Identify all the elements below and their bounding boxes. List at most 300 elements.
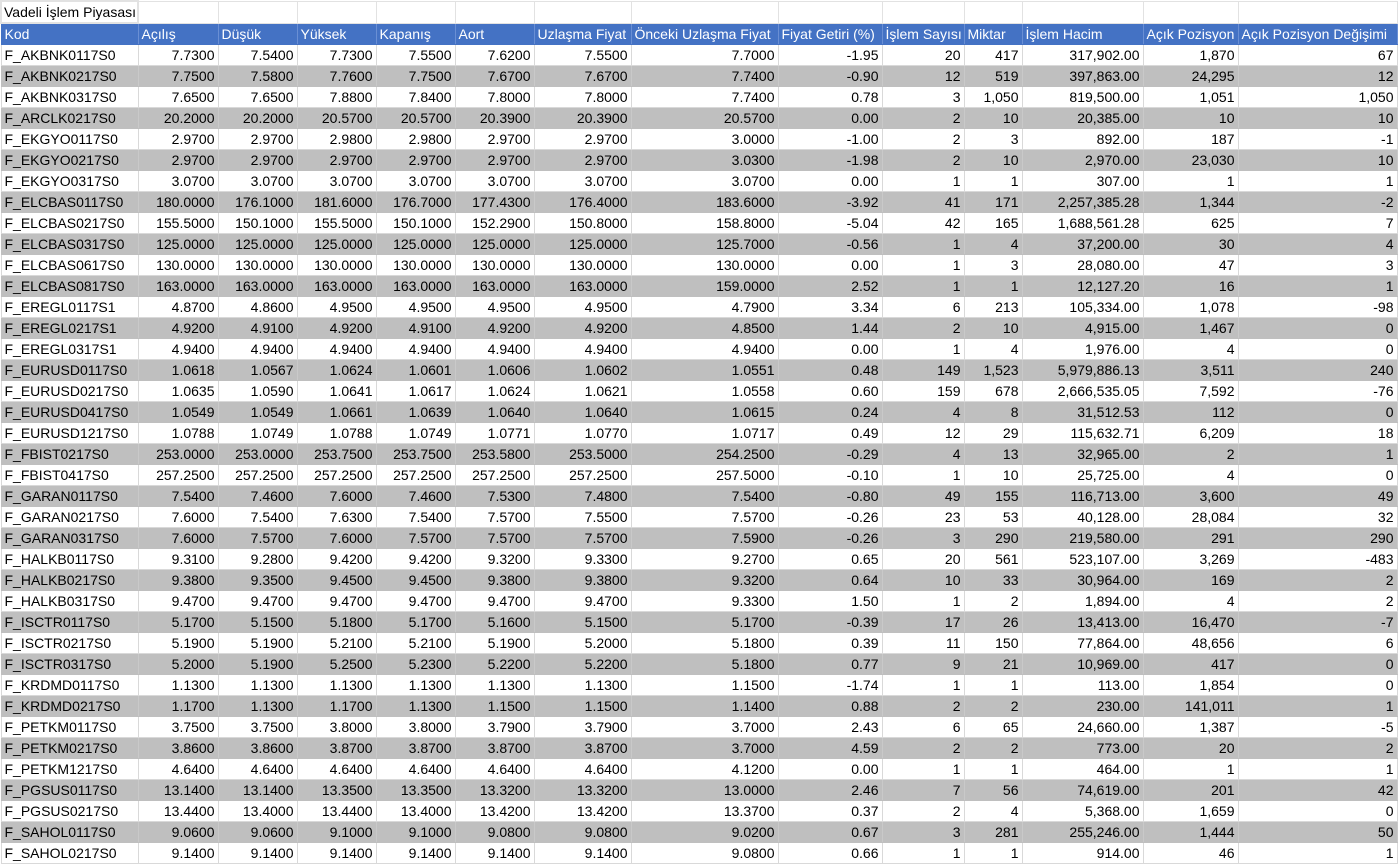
column-header[interactable]: Düşük <box>218 23 297 45</box>
value-cell[interactable]: 9.0600 <box>218 822 297 843</box>
value-cell[interactable]: 10 <box>964 150 1022 171</box>
value-cell[interactable]: 257.2500 <box>534 465 631 486</box>
value-cell[interactable]: 5.1900 <box>218 654 297 675</box>
value-cell[interactable]: 7.5500 <box>534 507 631 528</box>
value-cell[interactable]: 1,051 <box>1143 87 1238 108</box>
value-cell[interactable]: 523,107.00 <box>1022 549 1143 570</box>
value-cell[interactable]: 1.44 <box>778 318 882 339</box>
value-cell[interactable]: 163.0000 <box>376 276 455 297</box>
value-cell[interactable]: 1.1300 <box>534 675 631 696</box>
value-cell[interactable]: 5.1800 <box>297 612 376 633</box>
value-cell[interactable]: 1 <box>882 591 964 612</box>
value-cell[interactable]: 3,600 <box>1143 486 1238 507</box>
value-cell[interactable]: -5 <box>1238 717 1397 738</box>
value-cell[interactable]: 4.9200 <box>297 318 376 339</box>
value-cell[interactable]: 10,969.00 <box>1022 654 1143 675</box>
value-cell[interactable]: 7.5500 <box>376 45 455 66</box>
value-cell[interactable]: 4.9400 <box>297 339 376 360</box>
value-cell[interactable]: 3.0700 <box>297 171 376 192</box>
code-cell[interactable]: F_FBIST0217S0 <box>1 444 138 465</box>
value-cell[interactable]: 10 <box>964 318 1022 339</box>
code-cell[interactable]: F_EURUSD1217S0 <box>1 423 138 444</box>
value-cell[interactable]: 4.9100 <box>376 318 455 339</box>
value-cell[interactable]: 1,387 <box>1143 717 1238 738</box>
value-cell[interactable]: 7.7500 <box>376 66 455 87</box>
value-cell[interactable]: 12 <box>882 423 964 444</box>
value-cell[interactable]: 7.8000 <box>534 87 631 108</box>
value-cell[interactable]: 1.0567 <box>218 360 297 381</box>
value-cell[interactable]: 3 <box>882 822 964 843</box>
column-header[interactable]: Uzlaşma Fiyat <box>534 23 631 45</box>
value-cell[interactable]: 1 <box>1238 444 1397 465</box>
value-cell[interactable]: -1 <box>1238 129 1397 150</box>
value-cell[interactable]: 5.1500 <box>218 612 297 633</box>
code-cell[interactable]: F_EREGL0117S1 <box>1 297 138 318</box>
empty-cell[interactable] <box>882 1 964 23</box>
value-cell[interactable]: 2 <box>882 801 964 822</box>
empty-cell[interactable] <box>376 1 455 23</box>
value-cell[interactable]: 1,444 <box>1143 822 1238 843</box>
code-cell[interactable]: F_GARAN0317S0 <box>1 528 138 549</box>
value-cell[interactable]: 13.4400 <box>138 801 218 822</box>
value-cell[interactable]: 3.0000 <box>631 129 778 150</box>
value-cell[interactable]: 10 <box>964 108 1022 129</box>
value-cell[interactable]: 7.8800 <box>297 87 376 108</box>
value-cell[interactable]: 4.9400 <box>138 339 218 360</box>
value-cell[interactable]: 20,385.00 <box>1022 108 1143 129</box>
value-cell[interactable]: 7.5700 <box>376 528 455 549</box>
value-cell[interactable]: 46 <box>1143 843 1238 864</box>
value-cell[interactable]: 24,295 <box>1143 66 1238 87</box>
value-cell[interactable]: 7.6700 <box>455 66 534 87</box>
value-cell[interactable]: 7.6200 <box>455 45 534 66</box>
value-cell[interactable]: 30,964.00 <box>1022 570 1143 591</box>
value-cell[interactable]: 20.2000 <box>218 108 297 129</box>
value-cell[interactable]: 7 <box>1238 213 1397 234</box>
value-cell[interactable]: 7.4600 <box>218 486 297 507</box>
value-cell[interactable]: 9.2700 <box>631 549 778 570</box>
code-cell[interactable]: F_KRDMD0117S0 <box>1 675 138 696</box>
value-cell[interactable]: 4 <box>882 444 964 465</box>
value-cell[interactable]: 13.4000 <box>376 801 455 822</box>
value-cell[interactable]: 257.2500 <box>376 465 455 486</box>
value-cell[interactable]: 10 <box>1238 108 1397 129</box>
value-cell[interactable]: 130.0000 <box>138 255 218 276</box>
value-cell[interactable]: 16,470 <box>1143 612 1238 633</box>
value-cell[interactable]: 9.4500 <box>376 570 455 591</box>
value-cell[interactable]: 1 <box>1143 759 1238 780</box>
value-cell[interactable]: 3.7000 <box>631 717 778 738</box>
value-cell[interactable]: 819,500.00 <box>1022 87 1143 108</box>
value-cell[interactable]: 176.7000 <box>376 192 455 213</box>
value-cell[interactable]: 18 <box>1238 423 1397 444</box>
value-cell[interactable]: 5.1800 <box>631 654 778 675</box>
value-cell[interactable]: 150.1000 <box>218 213 297 234</box>
value-cell[interactable]: -5.04 <box>778 213 882 234</box>
value-cell[interactable]: 9.1000 <box>297 822 376 843</box>
value-cell[interactable]: 183.6000 <box>631 192 778 213</box>
value-cell[interactable]: 1.0549 <box>218 402 297 423</box>
value-cell[interactable]: 1.1300 <box>138 675 218 696</box>
value-cell[interactable]: 5.2100 <box>297 633 376 654</box>
value-cell[interactable]: 41 <box>882 192 964 213</box>
value-cell[interactable]: 23,030 <box>1143 150 1238 171</box>
value-cell[interactable]: 257.2500 <box>455 465 534 486</box>
value-cell[interactable]: 7.7500 <box>138 66 218 87</box>
value-cell[interactable]: 914.00 <box>1022 843 1143 864</box>
column-header[interactable]: Açılış <box>138 23 218 45</box>
value-cell[interactable]: 6 <box>1238 633 1397 654</box>
value-cell[interactable]: 115,632.71 <box>1022 423 1143 444</box>
value-cell[interactable]: 48,656 <box>1143 633 1238 654</box>
value-cell[interactable]: 16 <box>1143 276 1238 297</box>
value-cell[interactable]: 3.8600 <box>138 738 218 759</box>
value-cell[interactable]: 29 <box>964 423 1022 444</box>
value-cell[interactable]: 13.4200 <box>455 801 534 822</box>
value-cell[interactable]: 253.0000 <box>138 444 218 465</box>
value-cell[interactable]: 9.0200 <box>631 822 778 843</box>
value-cell[interactable]: 3.7900 <box>455 717 534 738</box>
value-cell[interactable]: 0.78 <box>778 87 882 108</box>
value-cell[interactable]: 130.0000 <box>455 255 534 276</box>
value-cell[interactable]: 3.8000 <box>376 717 455 738</box>
value-cell[interactable]: 1 <box>882 171 964 192</box>
code-cell[interactable]: F_ELCBAS0317S0 <box>1 234 138 255</box>
code-cell[interactable]: F_EREGL0217S1 <box>1 318 138 339</box>
value-cell[interactable]: 130.0000 <box>297 255 376 276</box>
value-cell[interactable]: 4 <box>1143 339 1238 360</box>
value-cell[interactable]: 1.0624 <box>297 360 376 381</box>
value-cell[interactable]: 0 <box>1238 465 1397 486</box>
value-cell[interactable]: 21 <box>964 654 1022 675</box>
value-cell[interactable]: 171 <box>964 192 1022 213</box>
value-cell[interactable]: 4,915.00 <box>1022 318 1143 339</box>
value-cell[interactable]: 130.0000 <box>376 255 455 276</box>
value-cell[interactable]: 4.6400 <box>455 759 534 780</box>
code-cell[interactable]: F_AKBNK0317S0 <box>1 87 138 108</box>
value-cell[interactable]: 7.5700 <box>455 507 534 528</box>
value-cell[interactable]: 3,511 <box>1143 360 1238 381</box>
value-cell[interactable]: 20 <box>1143 738 1238 759</box>
value-cell[interactable]: 2 <box>964 738 1022 759</box>
empty-cell[interactable] <box>455 1 534 23</box>
value-cell[interactable]: 2 <box>882 318 964 339</box>
value-cell[interactable]: 9.0800 <box>631 843 778 864</box>
value-cell[interactable]: 7.7600 <box>297 66 376 87</box>
value-cell[interactable]: 2.9700 <box>455 150 534 171</box>
value-cell[interactable]: 4.9400 <box>455 339 534 360</box>
value-cell[interactable]: 1 <box>882 675 964 696</box>
code-cell[interactable]: F_HALKB0117S0 <box>1 549 138 570</box>
value-cell[interactable]: 7.7000 <box>631 45 778 66</box>
value-cell[interactable]: 7.8000 <box>455 87 534 108</box>
value-cell[interactable]: 42 <box>1238 780 1397 801</box>
value-cell[interactable]: 9.4700 <box>297 591 376 612</box>
value-cell[interactable]: 213 <box>964 297 1022 318</box>
value-cell[interactable]: 20 <box>882 549 964 570</box>
value-cell[interactable]: 2 <box>1238 591 1397 612</box>
empty-cell[interactable] <box>778 1 882 23</box>
value-cell[interactable]: 7.7300 <box>138 45 218 66</box>
value-cell[interactable]: 10 <box>1238 150 1397 171</box>
value-cell[interactable]: 219,580.00 <box>1022 528 1143 549</box>
value-cell[interactable]: 125.0000 <box>376 234 455 255</box>
value-cell[interactable]: 13.3200 <box>455 780 534 801</box>
value-cell[interactable]: 7,592 <box>1143 381 1238 402</box>
value-cell[interactable]: 1 <box>1238 759 1397 780</box>
value-cell[interactable]: 6 <box>882 297 964 318</box>
value-cell[interactable]: 5.2500 <box>297 654 376 675</box>
value-cell[interactable]: 49 <box>1238 486 1397 507</box>
value-cell[interactable]: 125.0000 <box>455 234 534 255</box>
value-cell[interactable]: 2 <box>964 591 1022 612</box>
value-cell[interactable]: 163.0000 <box>297 276 376 297</box>
value-cell[interactable]: 0.00 <box>778 339 882 360</box>
value-cell[interactable]: 105,334.00 <box>1022 297 1143 318</box>
value-cell[interactable]: 3 <box>964 255 1022 276</box>
value-cell[interactable]: 3.8700 <box>534 738 631 759</box>
column-header[interactable]: İşlem Sayısı <box>882 23 964 45</box>
value-cell[interactable]: 4.6400 <box>534 759 631 780</box>
value-cell[interactable]: 417 <box>1143 654 1238 675</box>
value-cell[interactable]: 257.5000 <box>631 465 778 486</box>
empty-cell[interactable] <box>964 1 1022 23</box>
value-cell[interactable]: 7.6000 <box>138 528 218 549</box>
value-cell[interactable]: 9.1400 <box>138 843 218 864</box>
value-cell[interactable]: 519 <box>964 66 1022 87</box>
value-cell[interactable]: 32 <box>1238 507 1397 528</box>
value-cell[interactable]: 1.0641 <box>297 381 376 402</box>
value-cell[interactable]: 281 <box>964 822 1022 843</box>
value-cell[interactable]: 291 <box>1143 528 1238 549</box>
value-cell[interactable]: 201 <box>1143 780 1238 801</box>
value-cell[interactable]: 1.0770 <box>534 423 631 444</box>
value-cell[interactable]: 253.7500 <box>297 444 376 465</box>
value-cell[interactable]: 12 <box>882 66 964 87</box>
value-cell[interactable]: 3.0700 <box>534 171 631 192</box>
value-cell[interactable]: 13,413.00 <box>1022 612 1143 633</box>
value-cell[interactable]: 9.4700 <box>534 591 631 612</box>
value-cell[interactable]: 2.9700 <box>534 150 631 171</box>
value-cell[interactable]: 2.9700 <box>534 129 631 150</box>
value-cell[interactable]: 32,965.00 <box>1022 444 1143 465</box>
value-cell[interactable]: 2 <box>1143 444 1238 465</box>
value-cell[interactable]: 7.8400 <box>376 87 455 108</box>
value-cell[interactable]: 0.88 <box>778 696 882 717</box>
value-cell[interactable]: 253.0000 <box>218 444 297 465</box>
value-cell[interactable]: 4 <box>964 801 1022 822</box>
value-cell[interactable]: 317,902.00 <box>1022 45 1143 66</box>
column-header[interactable]: Önceki Uzlaşma Fiyat <box>631 23 778 45</box>
value-cell[interactable]: 4 <box>1143 465 1238 486</box>
value-cell[interactable]: 5.2000 <box>138 654 218 675</box>
value-cell[interactable]: 11 <box>882 633 964 654</box>
value-cell[interactable]: 1.1700 <box>138 696 218 717</box>
sheet-title-cell[interactable]: Vadeli İşlem Piyasası <box>1 1 138 23</box>
value-cell[interactable]: 20.3900 <box>455 108 534 129</box>
empty-cell[interactable] <box>631 1 778 23</box>
value-cell[interactable]: 5.1700 <box>631 612 778 633</box>
value-cell[interactable]: 37,200.00 <box>1022 234 1143 255</box>
value-cell[interactable]: 3.0700 <box>138 171 218 192</box>
value-cell[interactable]: 625 <box>1143 213 1238 234</box>
value-cell[interactable]: 155.5000 <box>138 213 218 234</box>
value-cell[interactable]: 4.6400 <box>297 759 376 780</box>
value-cell[interactable]: 1,050 <box>964 87 1022 108</box>
value-cell[interactable]: 1.0624 <box>455 381 534 402</box>
value-cell[interactable]: 2.9800 <box>297 129 376 150</box>
value-cell[interactable]: 1.1400 <box>631 696 778 717</box>
value-cell[interactable]: 20.5700 <box>631 108 778 129</box>
value-cell[interactable]: 53 <box>964 507 1022 528</box>
value-cell[interactable]: 7.5900 <box>631 528 778 549</box>
value-cell[interactable]: 3.0300 <box>631 150 778 171</box>
value-cell[interactable]: 12,127.20 <box>1022 276 1143 297</box>
value-cell[interactable]: 1 <box>1238 276 1397 297</box>
value-cell[interactable]: 290 <box>1238 528 1397 549</box>
value-cell[interactable]: 163.0000 <box>138 276 218 297</box>
value-cell[interactable]: 1.0635 <box>138 381 218 402</box>
value-cell[interactable]: 3.34 <box>778 297 882 318</box>
empty-cell[interactable] <box>1143 1 1238 23</box>
value-cell[interactable]: 2.46 <box>778 780 882 801</box>
column-header[interactable]: Açık Pozisyon Değişimi <box>1238 23 1397 45</box>
value-cell[interactable]: 5.2100 <box>376 633 455 654</box>
value-cell[interactable]: 125.0000 <box>138 234 218 255</box>
value-cell[interactable]: 307.00 <box>1022 171 1143 192</box>
code-cell[interactable]: F_HALKB0217S0 <box>1 570 138 591</box>
value-cell[interactable]: 0.24 <box>778 402 882 423</box>
value-cell[interactable]: 9.4700 <box>455 591 534 612</box>
value-cell[interactable]: 180.0000 <box>138 192 218 213</box>
value-cell[interactable]: 7.5500 <box>534 45 631 66</box>
code-cell[interactable]: F_SAHOL0217S0 <box>1 843 138 864</box>
value-cell[interactable]: 1.0640 <box>455 402 534 423</box>
value-cell[interactable]: 42 <box>882 213 964 234</box>
value-cell[interactable]: 1 <box>882 276 964 297</box>
value-cell[interactable]: 176.4000 <box>534 192 631 213</box>
value-cell[interactable]: 2,257,385.28 <box>1022 192 1143 213</box>
code-cell[interactable]: F_GARAN0117S0 <box>1 486 138 507</box>
value-cell[interactable]: 1,894.00 <box>1022 591 1143 612</box>
value-cell[interactable]: 9.3500 <box>218 570 297 591</box>
value-cell[interactable]: 5.1900 <box>138 633 218 654</box>
value-cell[interactable]: 7.5300 <box>455 486 534 507</box>
value-cell[interactable]: 7.5400 <box>218 507 297 528</box>
value-cell[interactable]: -1.00 <box>778 129 882 150</box>
value-cell[interactable]: 1 <box>964 276 1022 297</box>
empty-cell[interactable] <box>1022 1 1143 23</box>
value-cell[interactable]: -76 <box>1238 381 1397 402</box>
empty-cell[interactable] <box>1238 1 1397 23</box>
value-cell[interactable]: 1 <box>1238 171 1397 192</box>
value-cell[interactable]: 28,084 <box>1143 507 1238 528</box>
value-cell[interactable]: -0.26 <box>778 528 882 549</box>
value-cell[interactable]: -483 <box>1238 549 1397 570</box>
value-cell[interactable]: 397,863.00 <box>1022 66 1143 87</box>
value-cell[interactable]: 158.8000 <box>631 213 778 234</box>
value-cell[interactable]: 187 <box>1143 129 1238 150</box>
value-cell[interactable]: 159 <box>882 381 964 402</box>
value-cell[interactable]: 0.77 <box>778 654 882 675</box>
value-cell[interactable]: 13.3500 <box>376 780 455 801</box>
value-cell[interactable]: 7.4600 <box>376 486 455 507</box>
column-header[interactable]: Açık Pozisyon <box>1143 23 1238 45</box>
code-cell[interactable]: F_EURUSD0417S0 <box>1 402 138 423</box>
value-cell[interactable]: -1.74 <box>778 675 882 696</box>
code-cell[interactable]: F_PGSUS0217S0 <box>1 801 138 822</box>
value-cell[interactable]: 9.0600 <box>138 822 218 843</box>
value-cell[interactable]: 13.0000 <box>631 780 778 801</box>
value-cell[interactable]: 7.6700 <box>534 66 631 87</box>
value-cell[interactable]: 1.0615 <box>631 402 778 423</box>
value-cell[interactable]: 0 <box>1238 675 1397 696</box>
value-cell[interactable]: 20.5700 <box>376 108 455 129</box>
value-cell[interactable]: 0.00 <box>778 255 882 276</box>
value-cell[interactable]: 1.1500 <box>631 675 778 696</box>
value-cell[interactable]: 1.1300 <box>376 696 455 717</box>
value-cell[interactable]: 150.1000 <box>376 213 455 234</box>
value-cell[interactable]: 7.6000 <box>297 486 376 507</box>
value-cell[interactable]: 149 <box>882 360 964 381</box>
value-cell[interactable]: 3.8000 <box>297 717 376 738</box>
value-cell[interactable]: 2 <box>1238 738 1397 759</box>
value-cell[interactable]: 1.0788 <box>138 423 218 444</box>
value-cell[interactable]: 2 <box>1238 570 1397 591</box>
value-cell[interactable]: 9.3100 <box>138 549 218 570</box>
value-cell[interactable]: 8 <box>964 402 1022 423</box>
value-cell[interactable]: 7.6300 <box>297 507 376 528</box>
code-cell[interactable]: F_ELCBAS0617S0 <box>1 255 138 276</box>
value-cell[interactable]: 2 <box>882 738 964 759</box>
value-cell[interactable]: 253.5800 <box>455 444 534 465</box>
value-cell[interactable]: 1.0618 <box>138 360 218 381</box>
value-cell[interactable]: 0.64 <box>778 570 882 591</box>
value-cell[interactable]: 49 <box>882 486 964 507</box>
value-cell[interactable]: 5.2200 <box>534 654 631 675</box>
value-cell[interactable]: 257.2500 <box>138 465 218 486</box>
value-cell[interactable]: -3.92 <box>778 192 882 213</box>
value-cell[interactable]: -0.56 <box>778 234 882 255</box>
value-cell[interactable]: 3.7500 <box>138 717 218 738</box>
value-cell[interactable]: 2.9700 <box>218 129 297 150</box>
value-cell[interactable]: 163.0000 <box>218 276 297 297</box>
code-cell[interactable]: F_ISCTR0317S0 <box>1 654 138 675</box>
value-cell[interactable]: 28,080.00 <box>1022 255 1143 276</box>
code-cell[interactable]: F_HALKB0317S0 <box>1 591 138 612</box>
code-cell[interactable]: F_KRDMD0217S0 <box>1 696 138 717</box>
value-cell[interactable]: 4.1200 <box>631 759 778 780</box>
value-cell[interactable]: 1.1300 <box>297 675 376 696</box>
value-cell[interactable]: 2.43 <box>778 717 882 738</box>
value-cell[interactable]: 33 <box>964 570 1022 591</box>
value-cell[interactable]: 3.8600 <box>218 738 297 759</box>
code-cell[interactable]: F_AKBNK0117S0 <box>1 45 138 66</box>
value-cell[interactable]: 1.0617 <box>376 381 455 402</box>
value-cell[interactable]: 7.5800 <box>218 66 297 87</box>
value-cell[interactable]: 20.3900 <box>534 108 631 129</box>
value-cell[interactable]: 10 <box>964 465 1022 486</box>
value-cell[interactable]: 7.6500 <box>138 87 218 108</box>
value-cell[interactable]: 7.7400 <box>631 66 778 87</box>
value-cell[interactable]: 1 <box>964 171 1022 192</box>
value-cell[interactable]: 165 <box>964 213 1022 234</box>
value-cell[interactable]: 561 <box>964 549 1022 570</box>
value-cell[interactable]: 3.0700 <box>218 171 297 192</box>
value-cell[interactable]: 0.67 <box>778 822 882 843</box>
value-cell[interactable]: 7.5400 <box>376 507 455 528</box>
value-cell[interactable]: 125.0000 <box>297 234 376 255</box>
